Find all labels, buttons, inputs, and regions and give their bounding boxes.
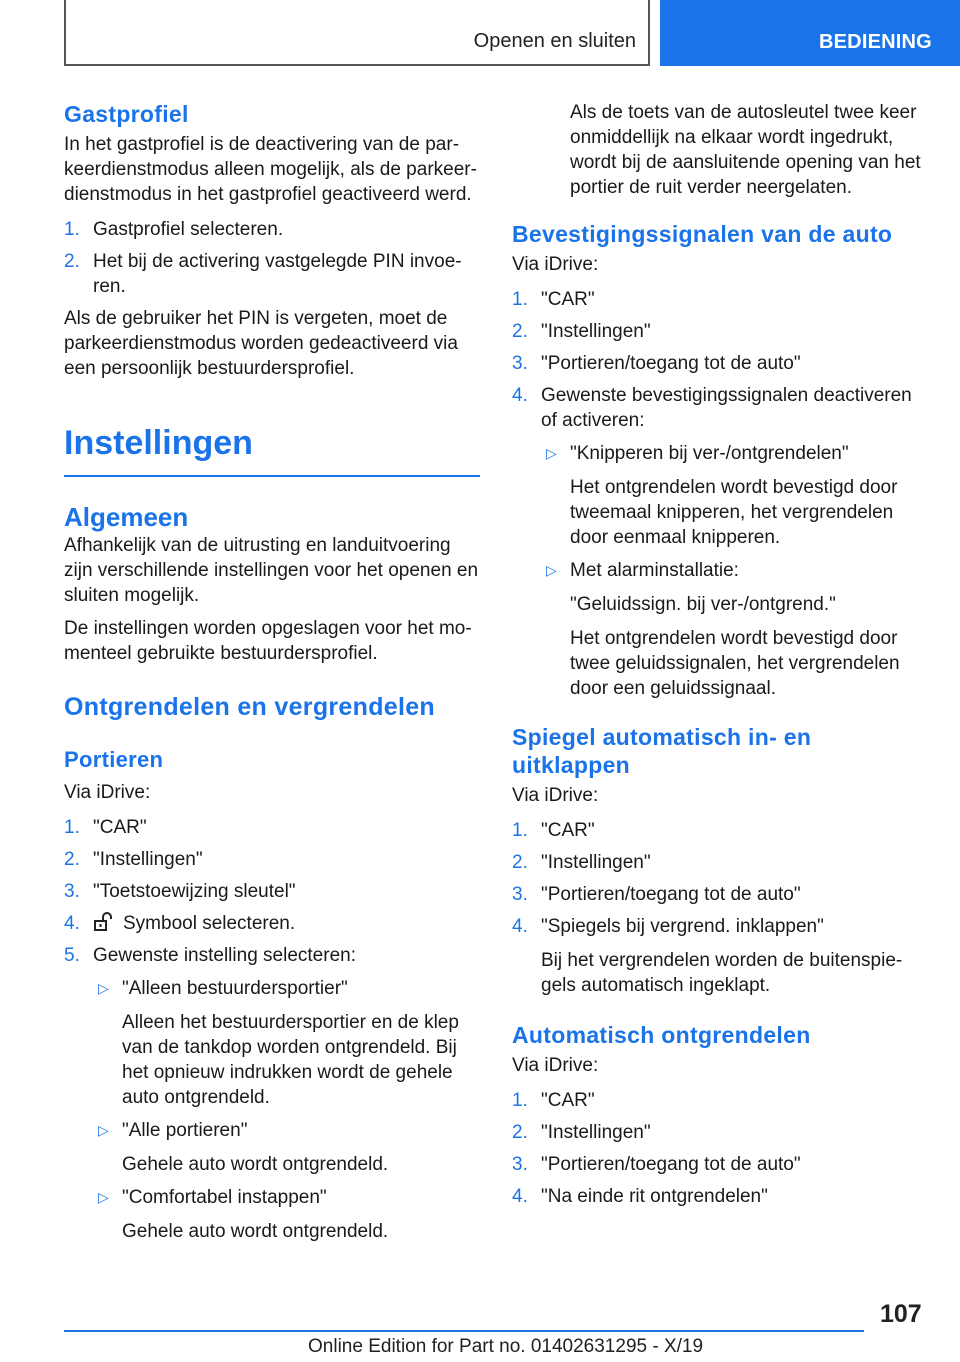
via-label: Via iDrive: — [512, 1055, 599, 1076]
step-number: 2. — [512, 852, 528, 873]
section-title-automatisch: Automatisch ontgrendelen — [512, 1022, 811, 1048]
page-number: 107 — [880, 1300, 922, 1328]
list-item — [512, 914, 928, 998]
step-text: Symbool selecteren. — [123, 913, 296, 934]
step-number: 5. — [64, 945, 80, 966]
step-text: "Instellingen" — [541, 852, 651, 873]
footer-edition: Online Edition for Part no. 01402631295 - X/19 — [308, 1336, 704, 1357]
paragraph: De instellingen worden opgeslagen voor het momenteel gebruikte bestuurdersprofiel. — [64, 618, 472, 664]
triangle-bullet-icon: ▷ — [98, 980, 109, 996]
step-number: 3. — [512, 353, 528, 374]
triangle-bullet-icon: ▷ — [98, 1189, 109, 1205]
step-text: Gewenste bevestigingssignalen deactiveren of activeren: — [541, 385, 912, 431]
step-text: "CAR" — [541, 1090, 595, 1111]
sub-item-title: "Alle portieren" — [122, 1120, 248, 1141]
step-text: "Portieren/toegang tot de auto" — [541, 884, 801, 905]
list-item — [64, 815, 480, 840]
spiegel-steps — [512, 818, 928, 998]
list-item — [64, 249, 480, 299]
list-item — [512, 383, 928, 701]
step-text: "Na einde rit ontgrendelen" — [541, 1186, 768, 1207]
paragraph: Als de toets van de autosleutel twee keer onmiddellijk na elkaar wordt ingedrukt, wordt bij de aansluitende opening van het portier de ruit verder neergelaten. — [570, 102, 921, 198]
list-item — [512, 319, 928, 344]
via-label: Via iDrive: — [64, 782, 151, 803]
step-number: 4. — [512, 385, 528, 406]
list-item — [512, 882, 928, 907]
list-item — [512, 818, 928, 843]
paragraph: In het gastprofiel is de deactivering van de parkeerdienstmodus alleen mogelijk, als de parkeerdienstmodus in het gastprofiel geactiveerd werd. — [64, 134, 477, 205]
triangle-bullet-icon: ▷ — [98, 1122, 109, 1138]
via-label: Via iDrive: — [512, 254, 599, 275]
gast-steps — [64, 217, 480, 299]
sub-item — [541, 441, 928, 550]
sub-item-title: Met alarminstallatie: — [570, 560, 739, 581]
list-item — [64, 847, 480, 872]
sub-item-title: "Knipperen bij ver-/ontgrendelen" — [570, 443, 849, 464]
triangle-bullet-icon: ▷ — [546, 562, 557, 578]
step-number: 4. — [64, 913, 80, 934]
step-text: "Instellingen" — [541, 1122, 651, 1143]
list-item — [512, 1120, 928, 1145]
list-item — [512, 1088, 928, 1113]
bevestiging-steps — [512, 287, 928, 701]
sub-item — [93, 976, 480, 1110]
section-title-spiegel: Spiegel automatisch in- en uitklappen — [512, 724, 812, 778]
sub-item-desc: Het ontgrendelen wordt bevestigd door tweemaal knipperen, het vergrendelen door eenmaal knipperen. — [570, 477, 898, 548]
step-text: Het bij de activering vastgelegde PIN invoeren. — [93, 251, 462, 297]
step-text: "Instellingen" — [541, 321, 651, 342]
sub-item-desc: Gehele auto wordt ontgrendeld. — [122, 1154, 389, 1175]
step-number: 1. — [512, 1090, 528, 1111]
step-number: 2. — [64, 251, 80, 272]
step-text: "Instellingen" — [93, 849, 203, 870]
step-number: 1. — [512, 289, 528, 310]
step-number: 2. — [512, 321, 528, 342]
section-title-ontgrendelen: Ontgrendelen en vergrendelen — [64, 693, 435, 721]
triangle-bullet-icon: ▷ — [546, 445, 557, 461]
list-item — [512, 351, 928, 376]
step-text: "CAR" — [541, 289, 595, 310]
section-title-bevestigingssignalen: Bevestigingssignalen van de auto — [512, 221, 893, 247]
step-number: 1. — [64, 817, 80, 838]
sub-item — [93, 1185, 480, 1244]
list-item — [64, 217, 480, 242]
sub-item-desc: Gehele auto wordt ontgrendeld. — [122, 1221, 389, 1242]
paragraph: Afhankelijk van de uitrusting en landuitvoering zijn verschillende instellingen voor het openen en sluiten mogelijk. — [64, 535, 479, 606]
list-item — [64, 911, 480, 936]
step-text: "CAR" — [93, 817, 147, 838]
step-text: "Portieren/toegang tot de auto" — [541, 353, 801, 374]
step-text: "Toetstoewijzing sleutel" — [93, 881, 296, 902]
step-text: Gastprofiel selecteren. — [93, 219, 284, 240]
sub-item — [541, 558, 928, 701]
sub-options — [93, 976, 480, 1244]
subsection-title-portieren: Portieren — [64, 747, 164, 772]
sub-item-title: "Comfortabel instappen" — [122, 1187, 327, 1208]
footer-rule — [64, 1330, 864, 1332]
section-title-algemeen: Algemeen — [64, 502, 189, 532]
via-label: Via iDrive: — [512, 785, 599, 806]
step-number: 3. — [64, 881, 80, 902]
portieren-steps — [64, 815, 480, 1244]
section-title-gastprofiel: Gastprofiel — [64, 101, 189, 127]
sub-item-desc: Alleen het bestuurdersportier en de klep van de tankdop worden ontgrendeld. Bij het opnieuw indrukken wordt de gehele auto ontgrendeld. — [122, 1012, 459, 1108]
step-number: 1. — [512, 820, 528, 841]
step-number: 3. — [512, 1154, 528, 1175]
step-text: Gewenste instelling selecteren: — [93, 945, 356, 966]
list-item — [64, 943, 480, 1244]
list-item — [64, 879, 480, 904]
list-item — [512, 287, 928, 312]
chapter-title-instellingen: Instellingen — [64, 424, 253, 462]
left-column — [64, 100, 480, 1252]
right-column — [512, 100, 928, 1216]
sub-item — [93, 1118, 480, 1177]
list-item — [512, 850, 928, 875]
step-number: 2. — [64, 849, 80, 870]
step-number: 4. — [512, 916, 528, 937]
sub-item-title: "Alleen bestuurdersportier" — [122, 978, 348, 999]
list-item — [512, 1152, 928, 1177]
step-text: "CAR" — [541, 820, 595, 841]
step-number: 3. — [512, 884, 528, 905]
step-number: 2. — [512, 1122, 528, 1143]
step-number: 1. — [64, 219, 80, 240]
step-number: 4. — [512, 1186, 528, 1207]
header-tab-label: BEDIENING — [819, 31, 932, 53]
list-item — [512, 1184, 928, 1209]
automatisch-steps — [512, 1088, 928, 1209]
sub-options — [541, 441, 928, 701]
paragraph: Als de gebruiker het PIN is vergeten, moet de parkeerdienstmodus worden gedeactiveerd via een persoonlijk bestuurdersprofiel. — [64, 308, 458, 379]
step-desc: Bij het vergrendelen worden de buitenspiegels automatisch ingeklapt. — [541, 950, 903, 996]
step-text: "Spiegels bij vergrend. inklappen" — [541, 916, 824, 937]
unlock-icon — [93, 912, 115, 932]
step-text: "Portieren/toegang tot de auto" — [541, 1154, 801, 1175]
sub-item-title-2: "Geluidssign. bij ver-/ontgrend." — [570, 594, 836, 615]
header-section-title: Openen en sluiten — [473, 30, 636, 52]
sub-item-desc: Het ontgrendelen wordt bevestigd door twee geluidssignalen, het vergrendelen door een geluidssignaal. — [570, 628, 900, 699]
